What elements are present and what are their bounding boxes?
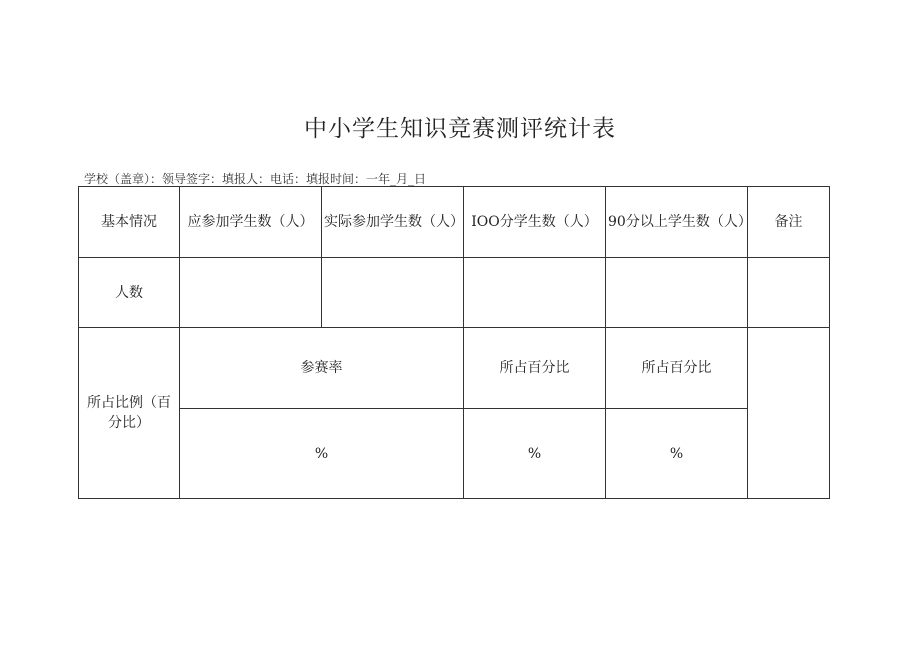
value-percent-score-90[interactable]: % [606, 409, 748, 499]
cell-count-remark[interactable] [748, 258, 830, 328]
cell-score-90-count[interactable] [606, 258, 748, 328]
row-label-count: 人数 [79, 258, 180, 328]
statistics-table [78, 186, 830, 499]
cell-ratio-remark[interactable] [748, 328, 830, 499]
value-participation-rate[interactable]: % [180, 409, 464, 499]
cell-actual-count[interactable] [322, 258, 464, 328]
label-percent-score-100: 所占百分比 [464, 328, 606, 409]
form-meta-line: 学校（盖章）：领导签字：填报人：电话：填报时间：一年_月_日 [84, 172, 427, 186]
table-row-ratio-labels [79, 328, 830, 409]
header-score-100-students: IOO分学生数（人） [464, 187, 606, 258]
table-row-ratio-values [79, 409, 830, 499]
label-participation-rate: 参赛率 [180, 328, 464, 409]
header-score-90-plus-students: 90分以上学生数（人） [606, 187, 748, 258]
header-expected-students: 应参加学生数（人） [180, 187, 322, 258]
document-title: 中小学生知识竞赛测评统计表 [304, 116, 616, 142]
table-header-row [79, 187, 830, 258]
cell-expected-count[interactable] [180, 258, 322, 328]
value-percent-score-100[interactable]: % [464, 409, 606, 499]
label-percent-score-90: 所占百分比 [606, 328, 748, 409]
table-row-count [79, 258, 830, 328]
cell-score-100-count[interactable] [464, 258, 606, 328]
header-remark: 备注 [748, 187, 830, 258]
row-label-ratio: 所占比例（百分比） [79, 328, 180, 499]
header-actual-students: 实际参加学生数（人） [322, 187, 464, 258]
header-basic-info: 基本情况 [79, 187, 180, 258]
